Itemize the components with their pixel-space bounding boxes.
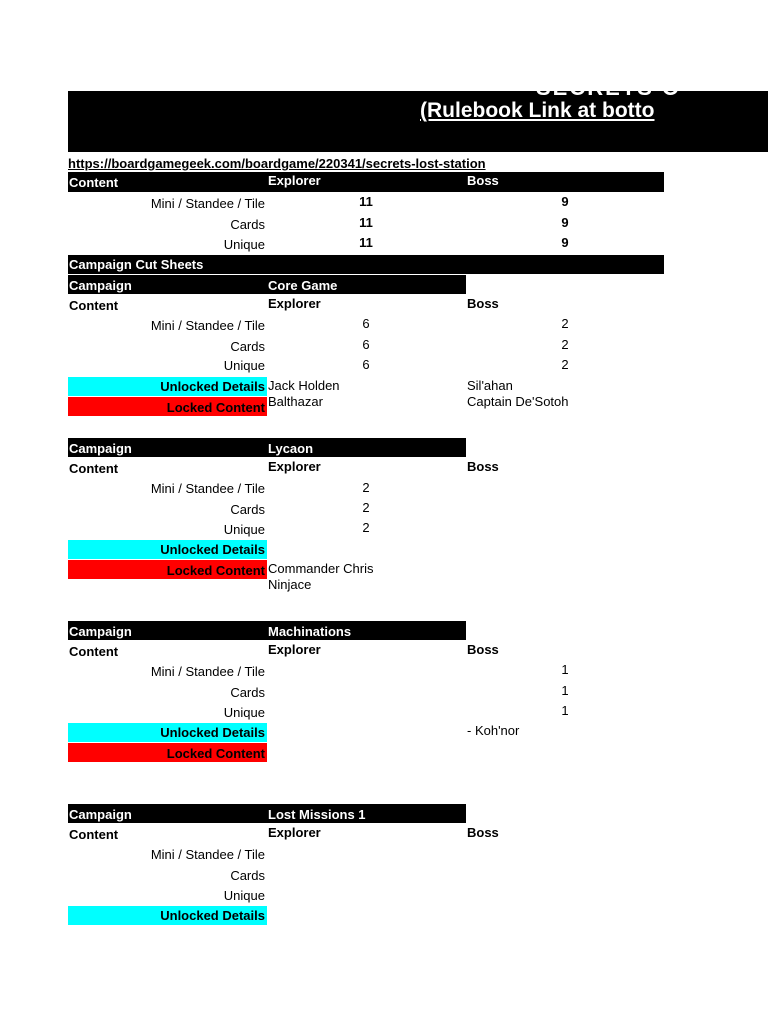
row-label-cards: Cards [230,502,265,517]
content-header: Content [69,298,119,313]
campaign-name: Lycaon [268,441,314,456]
summary-boss-value: 9 [561,235,569,250]
banner-title: SECRETS O [536,75,682,100]
summary-content-header: Content [69,175,119,190]
campaign-name: Lost Missions 1 [268,807,366,822]
row-label-unique: Unique [223,358,265,373]
explorer-value: 6 [362,316,370,331]
boss-value: 1 [561,703,569,718]
campaign-label: Campaign [69,278,132,293]
locked-content-label: Locked Content [166,400,265,415]
campaign-label: Campaign [69,807,132,822]
cut-sheets-title: Campaign Cut Sheets [69,257,204,272]
unlocked-details-label: Unlocked Details [160,908,265,923]
explorer-header: Explorer [268,296,321,311]
campaign-name: Machinations [268,624,352,639]
campaign-label: Campaign [69,441,132,456]
unlocked-details-label: Unlocked Details [160,725,265,740]
unlocked-details-label: Unlocked Details [160,379,265,394]
summary-boss-value: 9 [561,215,569,230]
locked-boss: Captain De'Sotoh [467,394,569,409]
boss-header: Boss [467,642,499,657]
explorer-value: 2 [362,520,370,535]
explorer-value: 2 [362,480,370,495]
row-label-unique: Unique [223,705,265,720]
summary-explorer-value: 11 [359,215,373,230]
summary-explorer-header: Explorer [268,173,321,188]
explorer-header: Explorer [268,825,321,840]
explorer-value: 2 [362,500,370,515]
summary-row-label: Mini / Standee / Tile [150,196,265,211]
boss-value: 2 [561,337,569,352]
summary-row-label: Cards [230,217,265,232]
unlocked-explorer: Jack Holden [268,378,340,393]
row-label-mini: Mini / Standee / Tile [150,318,265,333]
locked-content-label: Locked Content [166,746,265,761]
locked-explorer: Balthazar [268,394,323,409]
unlocked-details-label: Unlocked Details [160,542,265,557]
summary-boss-value: 9 [561,194,569,209]
content-header: Content [69,461,119,476]
row-label-mini: Mini / Standee / Tile [150,664,265,679]
boardgamegeek-link[interactable]: https://boardgamegeek.com/boardgame/220341/secrets-lost-station [68,156,486,171]
boss-value: 1 [561,662,569,677]
row-label-mini: Mini / Standee / Tile [150,481,265,496]
campaign-label: Campaign [69,624,132,639]
explorer-value: 6 [362,357,370,372]
boss-header: Boss [467,296,499,311]
explorer-value: 6 [362,337,370,352]
boss-header: Boss [467,825,499,840]
summary-explorer-value: 11 [359,194,373,209]
content-header: Content [69,827,119,842]
row-label-cards: Cards [230,685,265,700]
row-label-cards: Cards [230,868,265,883]
locked-content-label: Locked Content [166,563,265,578]
summary-boss-header: Boss [467,173,499,188]
summary-header-bar [68,172,664,192]
explorer-header: Explorer [268,459,321,474]
campaign-name: Core Game [268,278,338,293]
row-label-mini: Mini / Standee / Tile [150,847,265,862]
boss-value: 2 [561,357,569,372]
row-label-unique: Unique [223,888,265,903]
summary-row-label: Unique [223,237,265,252]
boss-value: 1 [561,683,569,698]
locked-explorer: Commander Chris [268,561,374,576]
locked-explorer: Ninjace [268,577,312,592]
unlocked-boss: Sil'ahan [467,378,513,393]
unlocked-boss: - Koh'nor [467,723,520,738]
content-header: Content [69,644,119,659]
row-label-unique: Unique [223,522,265,537]
boss-value: 2 [561,316,569,331]
title-banner [68,75,768,152]
row-label-cards: Cards [230,339,265,354]
boss-header: Boss [467,459,499,474]
summary-explorer-value: 11 [359,235,373,250]
rulebook-link-note[interactable]: (Rulebook Link at botto [420,99,655,122]
explorer-header: Explorer [268,642,321,657]
